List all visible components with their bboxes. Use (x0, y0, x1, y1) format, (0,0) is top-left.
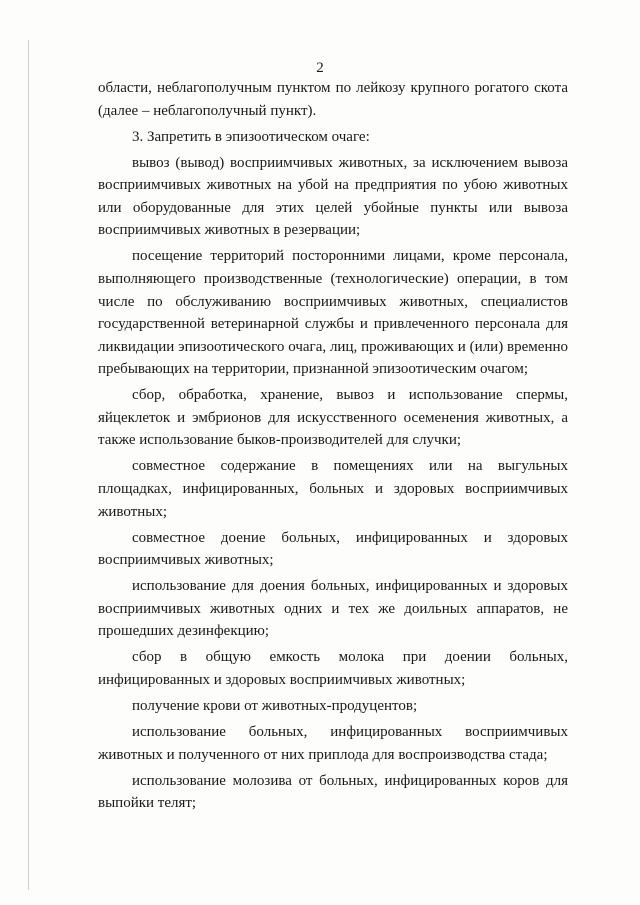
paragraph-sperm-ban: сбор, обработка, хранение, вывоз и использование спермы, яйцеклеток и эмбрионов для искусственного осеменения животных, а также использование быков-производителей для случки; (98, 387, 568, 449)
paragraph-colostrum-ban: использование молозива от больных, инфицированных коров для выпойки телят; (98, 772, 568, 812)
paragraph-joint-milking-ban: совместное доение больных, инфицированных и здоровых восприимчивых животных; (98, 529, 568, 569)
paragraph-continuation: области, неблагополучным пунктом по лейкозу крупного рогатого скота (далее – неблагополучный пункт). (98, 80, 568, 119)
paragraph-milk-collection-ban: сбор в общую емкость молока при доении больных, инфицированных и здоровых восприимчивых животных; (98, 649, 568, 688)
body-text (98, 77, 568, 818)
paragraph-reproduction-ban: использование больных, инфицированных восприимчивых животных и полученного от них приплода для воспроизводства стада; (98, 723, 568, 763)
page-number: 2 (316, 60, 324, 76)
scan-margin-line (28, 40, 29, 890)
paragraph-joint-keeping-ban: совместное содержание в помещениях или на выгульных площадках, инфицированных, больных и здоровых восприимчивых животных; (98, 458, 568, 520)
paragraph-visiting-ban: посещение территорий посторонними лицами, кроме персонала, выполняющего производственные (технологические) операции, в том числе по обслуживанию восприимчивых животных, специалистов государственной ветеринарной службы и привлеченного персонала для ликвидации эпизоотического очага, лиц, проживающих и (или) временно пребывающих на территории, признанной эпизоотическим очагом; (98, 248, 568, 378)
paragraph-item-3-heading: 3. Запретить в эпизоотическом очаге: (132, 128, 370, 145)
paragraph-export-ban: вывоз (вывод) восприимчивых животных, за исключением вывоза восприимчивых животных на убой на предприятия по убою животных или оборудованные для этих целей убойные пункты или вывоза восприимчивых животных в резервации; (98, 154, 568, 239)
paragraph-blood-ban: получение крови от животных-продуцентов; (132, 697, 418, 714)
paragraph-milking-machines-ban: использование для доения больных, инфицированных и здоровых восприимчивых животных одних и тех же доильных аппаратов, не прошедших дезинфекцию; (98, 578, 568, 640)
